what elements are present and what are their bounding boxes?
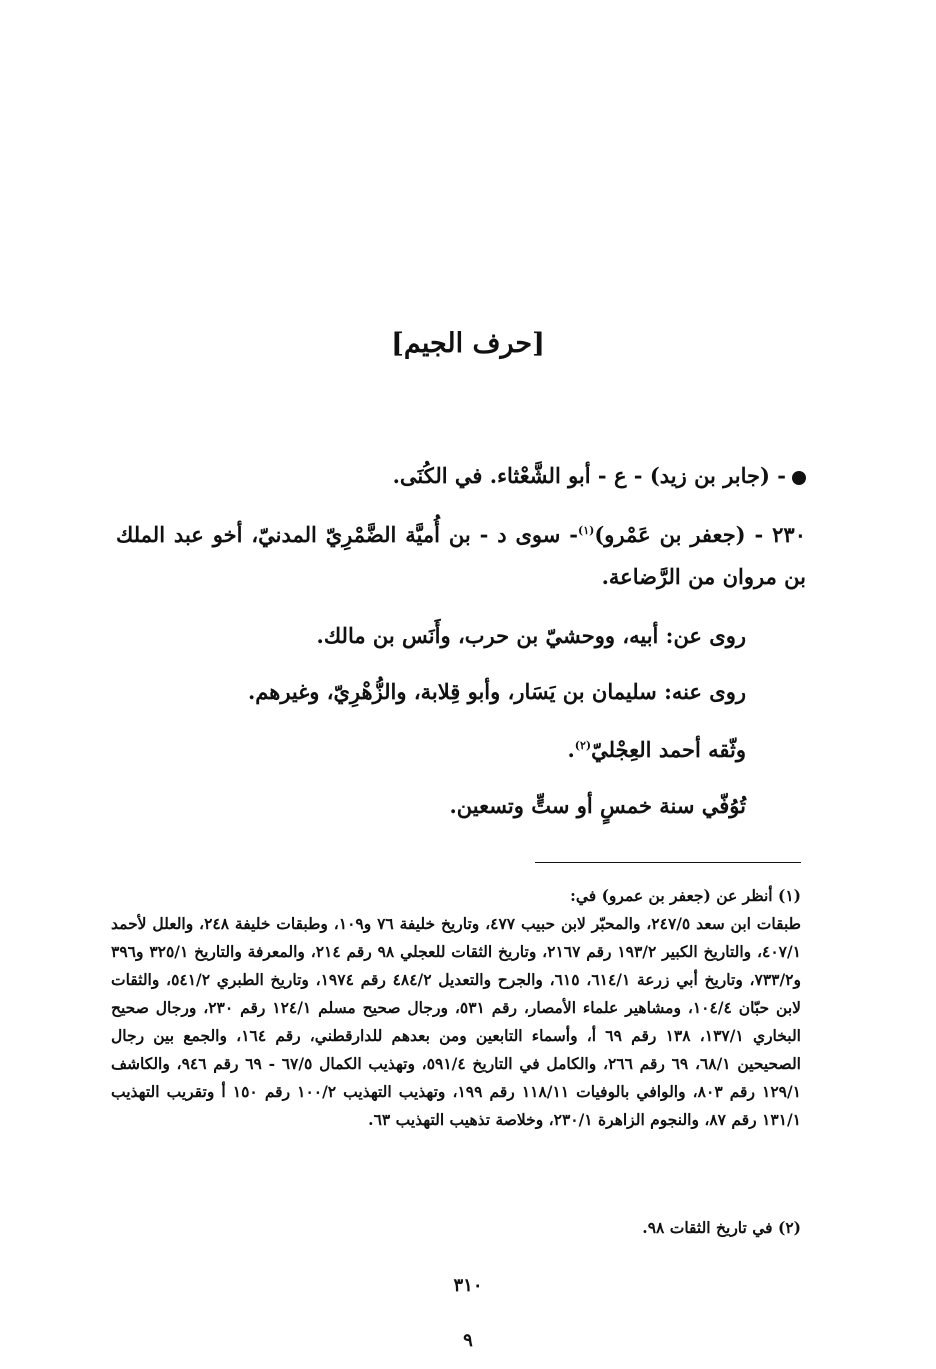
- footnote-1-body: طبقات ابن سعد ٢٤٧/٥، والمحبّر لابن حبيب ٤٧٧، وتاريخ خليفة ٧٦ و١٠٩، وطبقات خليفة ٢٤٨، والعلل لأحمد ٤٠٧/١، والتاريخ الكبير ١٩٣/٢ رقم ٢١٦٧، وتاريخ الثقات للعجلي ٩٨ رقم ٢١٤، والمعرفة والتاريخ ٣٢٥/١ و٣٩٦ و٧٣٣/٢، وتاريخ أبي زرعة ٦١٤/١، ٦١٥، والجرح والتعديل ٤٨٤/٢ رقم ١٩٧٤، وتاريخ الطبري ٥٤١/٢، والثقات لابن حبّان ١٠٤/٤، ومشاهير علماء الأمصار، رقم ٥٣١، ورجال صحيح مسلم ١٢٤/١ رقم ٢٣٠، ورجال صحيح البخاري ١٣٧/١، ١٣٨ رقم ٦٩ أ، وأسماء التابعين ومن بعدهم للدارقطني، رقم ١٦٤، والجمع بين رجال الصحيحين ٦٨/١، ٦٩ رقم ٢٦٦، والكامل في التاريخ ٥٩١/٤، وتهذيب الكمال ٦٧/٥ - ٦٩ رقم ٩٤٦، والكاشف ١٢٩/١ رقم ٨٠٣، والوافي بالوفيات ١١٨/١١ رقم ١٩٩، وتهذيب التهذيب ١٠٠/٢ رقم ١٥٠ أ وتقريب التهذيب ١٣١/١ رقم ٨٧، والنجوم الزاهرة ٢٣٠/١، وخلاصة تذهيب التهذيب ٦٣.: [111, 914, 801, 1129]
- entry-number: ٢٣٠: [772, 522, 806, 547]
- entry-jabir: [106, 458, 806, 494]
- entry-jabir-text: - (جابر بن زيد) - ع - أبو الشَّعْثاء. في الكُنَى.: [392, 463, 786, 488]
- death-date: تُوُفّي سنة خمسٍ أو ستٍّ وتسعين.: [449, 793, 746, 818]
- footnote-ref-2: (٢): [574, 739, 592, 752]
- page-number: ٣١٠: [453, 1275, 483, 1296]
- footnote-2-text: في تاريخ الثقات ٩٨.: [642, 1218, 773, 1237]
- entry-name: - (جعفر بن عَمْرو): [594, 522, 764, 547]
- footnote-ref-1: (١): [578, 524, 595, 537]
- entry-description: - سوى د - بن أُميَّة الضَّمْرِيّ المدنيّ، أخو عبد الملك بن مروان من الرَّضاعة.: [116, 522, 806, 589]
- trusted-by: [567, 728, 746, 768]
- narrated-from: روى عن: أبيه، ووحشيّ بن حرب، وأَنَس بن مالك.: [316, 623, 746, 648]
- footnote-1-title: أنظر عن (جعفر بن عمرو) في:: [570, 886, 773, 905]
- footnote-2: [642, 1214, 801, 1242]
- footnote-divider: [535, 862, 801, 863]
- footnote-1-head: [570, 882, 801, 910]
- trusted-by-text: وثّقه أحمد العِجْليّ: [591, 737, 746, 762]
- trusted-by-end: .: [567, 737, 575, 762]
- narrated-by: روى عنه: سليمان بن يَسَار، وأبو قِلابة، والزُّهْرِيّ، وغيرهم.: [247, 679, 746, 704]
- footnote-2-label: (٢): [777, 1218, 801, 1237]
- signature-mark: ٩: [463, 1330, 473, 1351]
- entry-230: [116, 510, 806, 598]
- footnote-1-label: (١): [777, 886, 801, 905]
- bullet-icon: [792, 471, 806, 485]
- section-heading: [حرف الجيم]: [391, 328, 545, 359]
